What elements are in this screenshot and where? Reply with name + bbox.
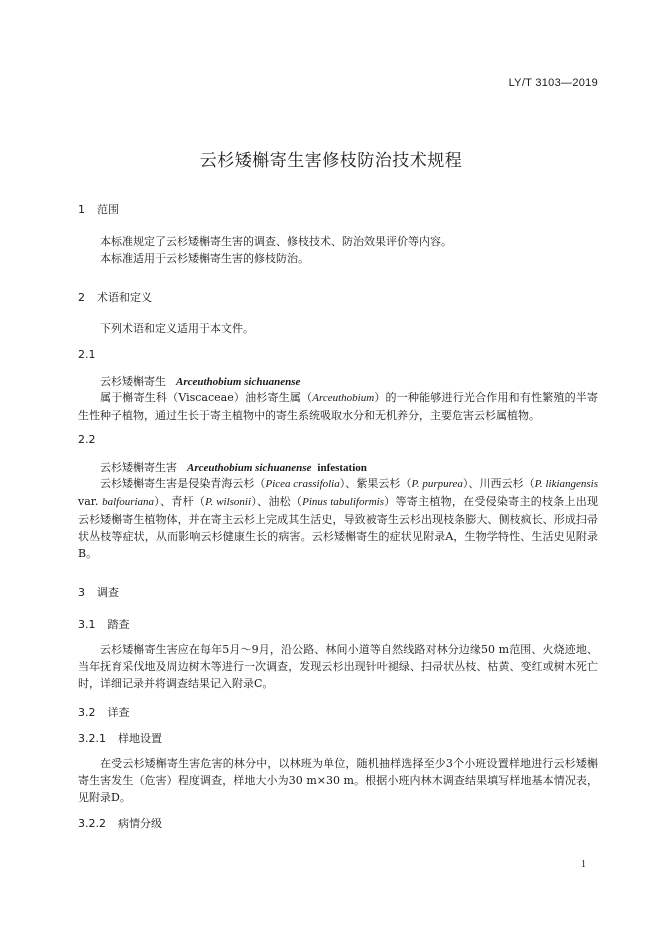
term-cn: 云杉矮槲寄生害 <box>100 461 177 474</box>
section-number: 3.2.2 <box>78 817 106 830</box>
document-code: LY/T 3103—2019 <box>508 77 598 89</box>
document-title: 云杉矮槲寄生害修枝防治技术规程 <box>199 151 463 171</box>
term-2-2-number: 2.2 <box>78 433 96 446</box>
section-1-heading <box>78 201 119 217</box>
section-2-heading <box>78 289 152 305</box>
scope-paragraph-2: 本标准适用于云杉矮槲寄生害的修枝防治。 <box>100 252 309 265</box>
section-number: 3.1 <box>78 618 96 631</box>
term-2-1-definition: 属于槲寄生科（Viscaceae）油杉寄生属（Arceuthobium）的一种能够进行光合作用和有性繁殖的半寄生性种子植物，通过生长于寄主植物中的寄生系统吸取水分和无机养分，主要危害云杉属植物。 <box>78 391 599 422</box>
subsection-3-1-heading <box>78 616 130 632</box>
section-3-heading <box>78 584 119 600</box>
section-title: 调查 <box>97 586 119 599</box>
subsection-3-2-1-heading <box>78 730 162 746</box>
term-latin: Arceuthobium sichuanense <box>176 376 301 388</box>
term-2-2-heading <box>100 459 367 475</box>
section-number: 3 <box>78 586 85 599</box>
plot-setup-paragraph: 在受云杉矮槲寄生害危害的林分中，以林班为单位，随机抽样选择至少3个小班设置样地进行云杉矮槲寄生害发生（危害）程度调查，样地大小为30 m×30 m。根据小班内林木调查结果填写样地基本情况表，见附录D。 <box>78 757 598 804</box>
section-title: 踏查 <box>107 618 130 631</box>
section-title: 样地设置 <box>118 732 162 745</box>
term-latin: Arceuthobium sichuanense <box>187 462 312 474</box>
term-en: infestation <box>317 462 367 474</box>
section-title: 术语和定义 <box>97 291 152 304</box>
survey-paragraph: 云杉矮槲寄生害应在每年5月～9月，沿公路、林间小道等自然线路对林分边缘50 m范围、火烧迹地、当年抚育采伐地及周边树木等进行一次调查，发现云杉出现针叶褪绿、扫帚状丛枝、枯黄、变红或树木死亡时，详细记录并将调查结果记入附录C。 <box>78 643 598 690</box>
term-2-2-definition: 云杉矮槲寄生害是侵染青海云杉（Picea crassifolia）、紫果云杉（P. purpurea）、川西云杉（P. likiangensis var. balfouriana）、青杆（P. wilsonii）、油松（Pinus tabuliformis）等寄主植物，在受侵染寄主的枝条上出现云杉矮槲寄生植物体，并在寄主云杉上完成其生活史，导致被寄生云杉出现枝条膨大、侧枝疯长、形成扫帚状丛枝等症状，从而影响云杉健康生长的病害。云杉矮槲寄生的症状见附录A，生物学特性、生活史见附录B。 <box>78 477 599 560</box>
term-cn: 云杉矮槲寄生 <box>100 375 166 388</box>
term-2-1-heading <box>100 373 300 389</box>
term-2-1-number: 2.1 <box>78 348 96 361</box>
subsection-3-2-2-heading <box>78 815 162 831</box>
section-number: 3.2 <box>78 706 96 719</box>
subsection-3-2-heading <box>78 704 130 720</box>
section-title: 详查 <box>107 706 130 719</box>
section-number: 2 <box>78 291 85 304</box>
terms-intro: 下列术语和定义适用于本文件。 <box>100 322 254 335</box>
section-number: 3.2.1 <box>78 732 106 745</box>
page-number: 1 <box>581 859 586 870</box>
scope-paragraph-1: 本标准规定了云杉矮槲寄生害的调查、修枝技术、防治效果评价等内容。 <box>100 235 452 248</box>
section-title: 病情分级 <box>118 817 162 830</box>
section-number: 1 <box>78 203 85 216</box>
section-title: 范围 <box>97 203 119 216</box>
